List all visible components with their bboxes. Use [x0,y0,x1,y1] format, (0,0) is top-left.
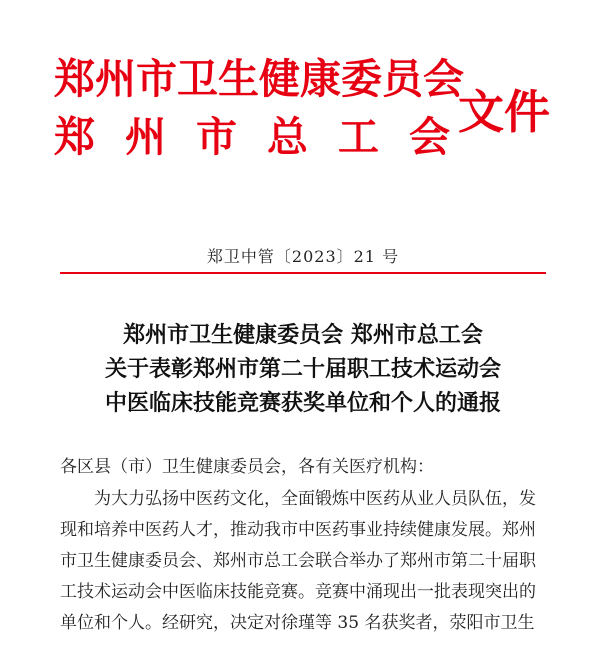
body-line: 为大力弘扬中医药文化，全面锻炼中医药从业人员队伍，发 [94,489,536,509]
issuer-char: 会 [409,113,450,161]
body-line: 现和培养中医药人才，推动我市中医药事业持续健康发展。郑州 [60,520,536,540]
body-paragraph [60,484,548,639]
document-title [0,318,606,420]
issuer-name-trade-union [54,112,450,162]
body-line: 单位和个人。经研究，决定对徐瑾等 35 名获奖者，荥阳市卫生 [60,613,535,633]
issuer-char: 市 [196,113,237,161]
title-line: 关于表彰郑州市第二十届职工技术运动会 [104,356,501,382]
document-number: 郑卫中管〔2023〕21 号 [206,247,400,266]
issuer-char: 郑 [54,113,95,161]
issuer-name-health-commission: 郑州市卫生健康委员会 [54,55,464,103]
body-line: 市卫生健康委员会、郑州市总工会联合举办了郑州市第二十届职 [60,551,536,571]
issuer-char: 工 [338,113,379,161]
document-type-label: 文件 [458,85,550,139]
salutation: 各区县（市）卫生健康委员会，各有关医疗机构： [60,457,434,477]
title-line: 郑州市卫生健康委员会 郑州市总工会 [123,322,483,348]
issuer-char: 总 [267,113,308,161]
red-divider-line [60,272,546,274]
title-line: 中医临床技能竞赛获奖单位和个人的通报 [104,390,501,416]
issuer-char: 州 [125,113,166,161]
body-line: 工技术运动会中医临床技能竞赛。竞赛中涌现出一批表现突出的 [60,582,536,602]
